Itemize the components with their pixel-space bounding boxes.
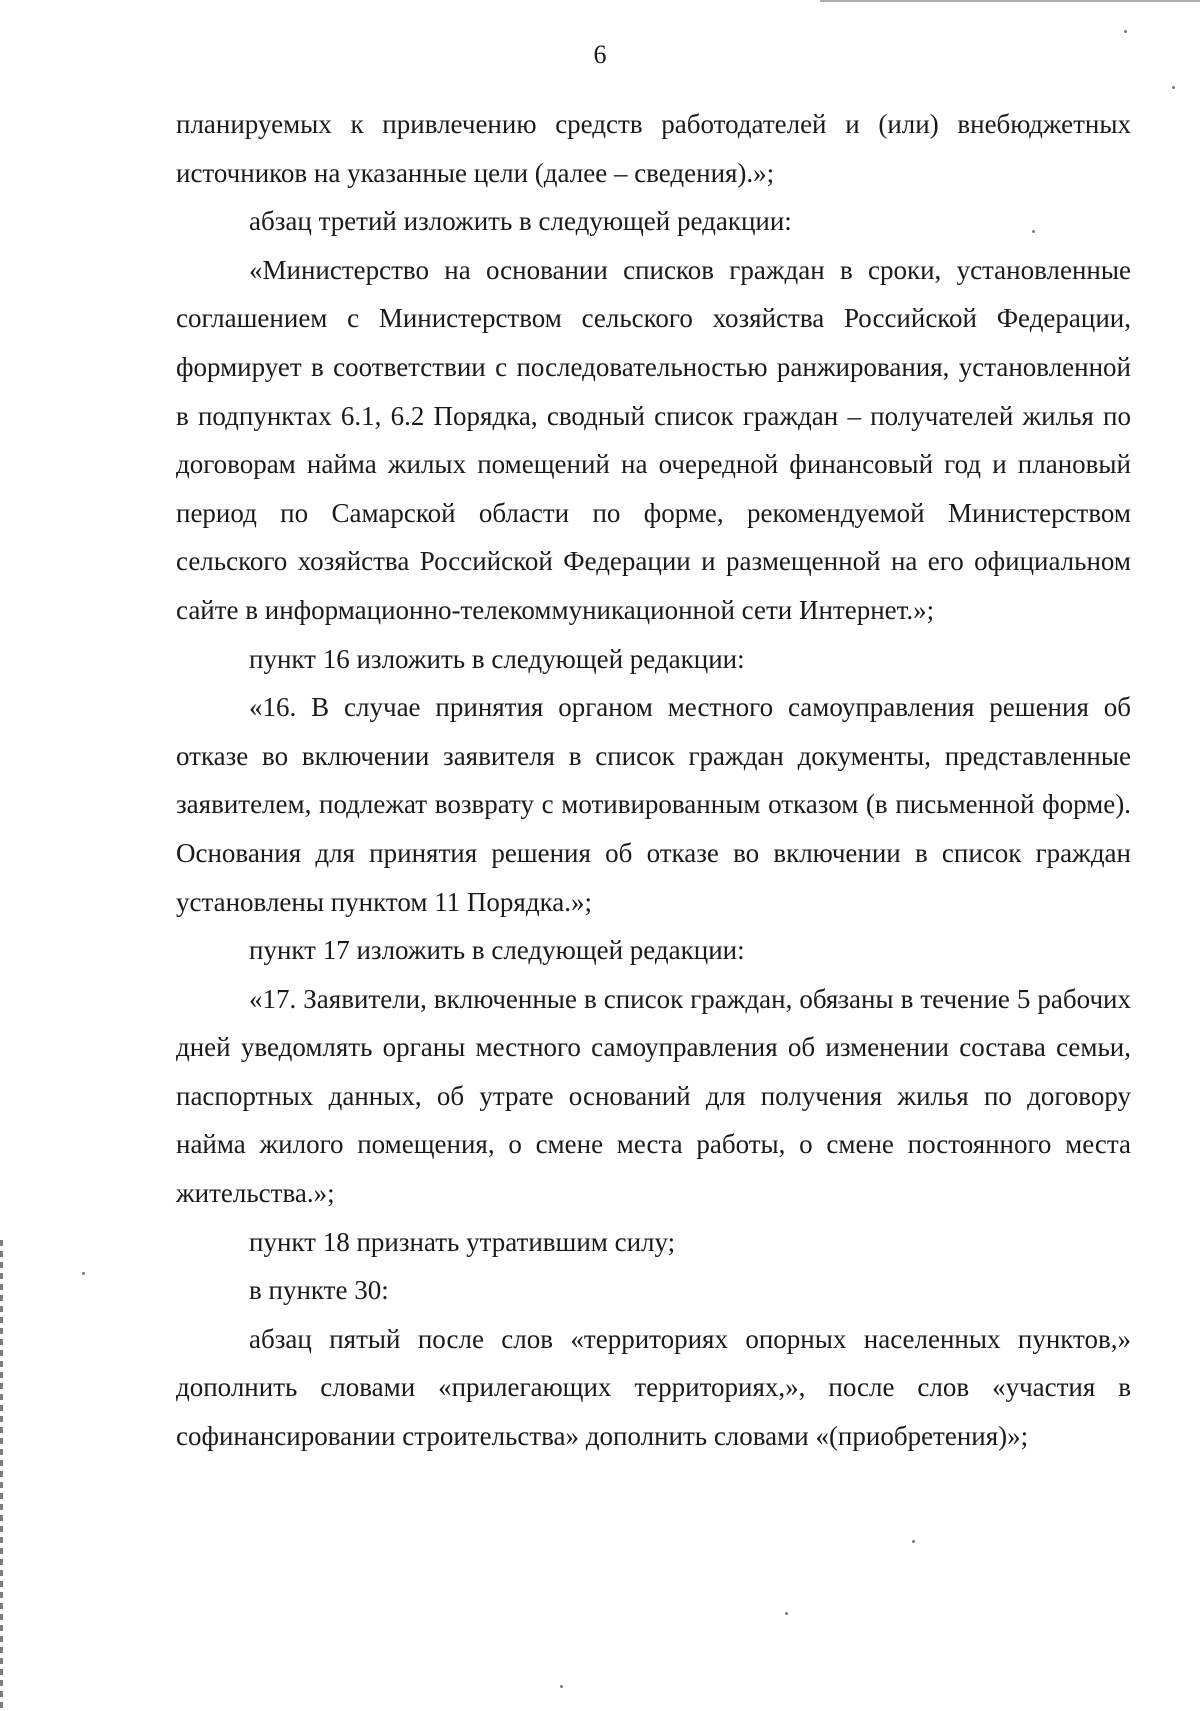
scan-speck [560, 1685, 563, 1688]
document-body [176, 100, 1131, 1461]
scan-speck [82, 1272, 85, 1275]
scan-speck [912, 1540, 915, 1543]
paragraph: «17. Заявители, включенные в список граждан, обязаны в течение 5 рабочих дней уведомлять органы местного самоуправления об изменении состава семьи, паспортных данных, об утрате оснований для получения жилья по договору найма жилого помещения, о смене места работы, о смене постоянного места жительства.»; [176, 983, 1131, 1209]
paragraph: в пункте 30: [249, 1275, 389, 1306]
page-number: 6 [593, 40, 607, 69]
scan-edge-left [0, 1240, 3, 1711]
paragraph: планируемых к привлечению средств работодателей и (или) внебюджетных источников на указанные цели (далее – сведения).»; [176, 109, 1131, 188]
paragraph: абзац пятый после слов «территориях опорных населенных пунктов,» дополнить словами «прилегающих территориях,», после слов «участия в софинансировании строительства» дополнить словами «(приобретения)»; [176, 1323, 1131, 1452]
paragraph: абзац третий изложить в следующей редакции: [249, 206, 792, 237]
paragraph: пункт 16 изложить в следующей редакции: [249, 643, 745, 674]
scan-edge-top [820, 0, 1200, 2]
paragraph: пункт 18 признать утратившим силу; [249, 1226, 676, 1257]
paragraph: пункт 17 изложить в следующей редакции: [249, 935, 745, 966]
scan-speck [1172, 86, 1175, 89]
paragraph: «16. В случае принятия органом местного самоуправления решения об отказе во включении заявителя в список граждан документы, представленные заявителем, подлежат возврату с мотивированным отказом (в письменной форме). Основания для принятия решения об отказе во включении в список граждан установлены пунктом 11 Порядка.»; [176, 692, 1131, 917]
scan-speck [1124, 30, 1127, 33]
paragraph: «Министерство на основании списков граждан в сроки, установленные соглашением с Министерством сельского хозяйства Российской Федерации, формирует в соответствии с последовательностью ранжирования, установленной в подпунктах 6.1, 6.2 Порядка, сводный список граждан – получателей жилья по договорам найма жилых помещений на очередной финансовый год и плановый период по Самарской области по форме, рекомендуемой Министерством сельского хозяйства Российской Федерации и размещенной на его официальном сайте в информационно-телекоммуникационной сети Интернет.»; [176, 254, 1131, 625]
scan-speck [785, 1612, 788, 1615]
